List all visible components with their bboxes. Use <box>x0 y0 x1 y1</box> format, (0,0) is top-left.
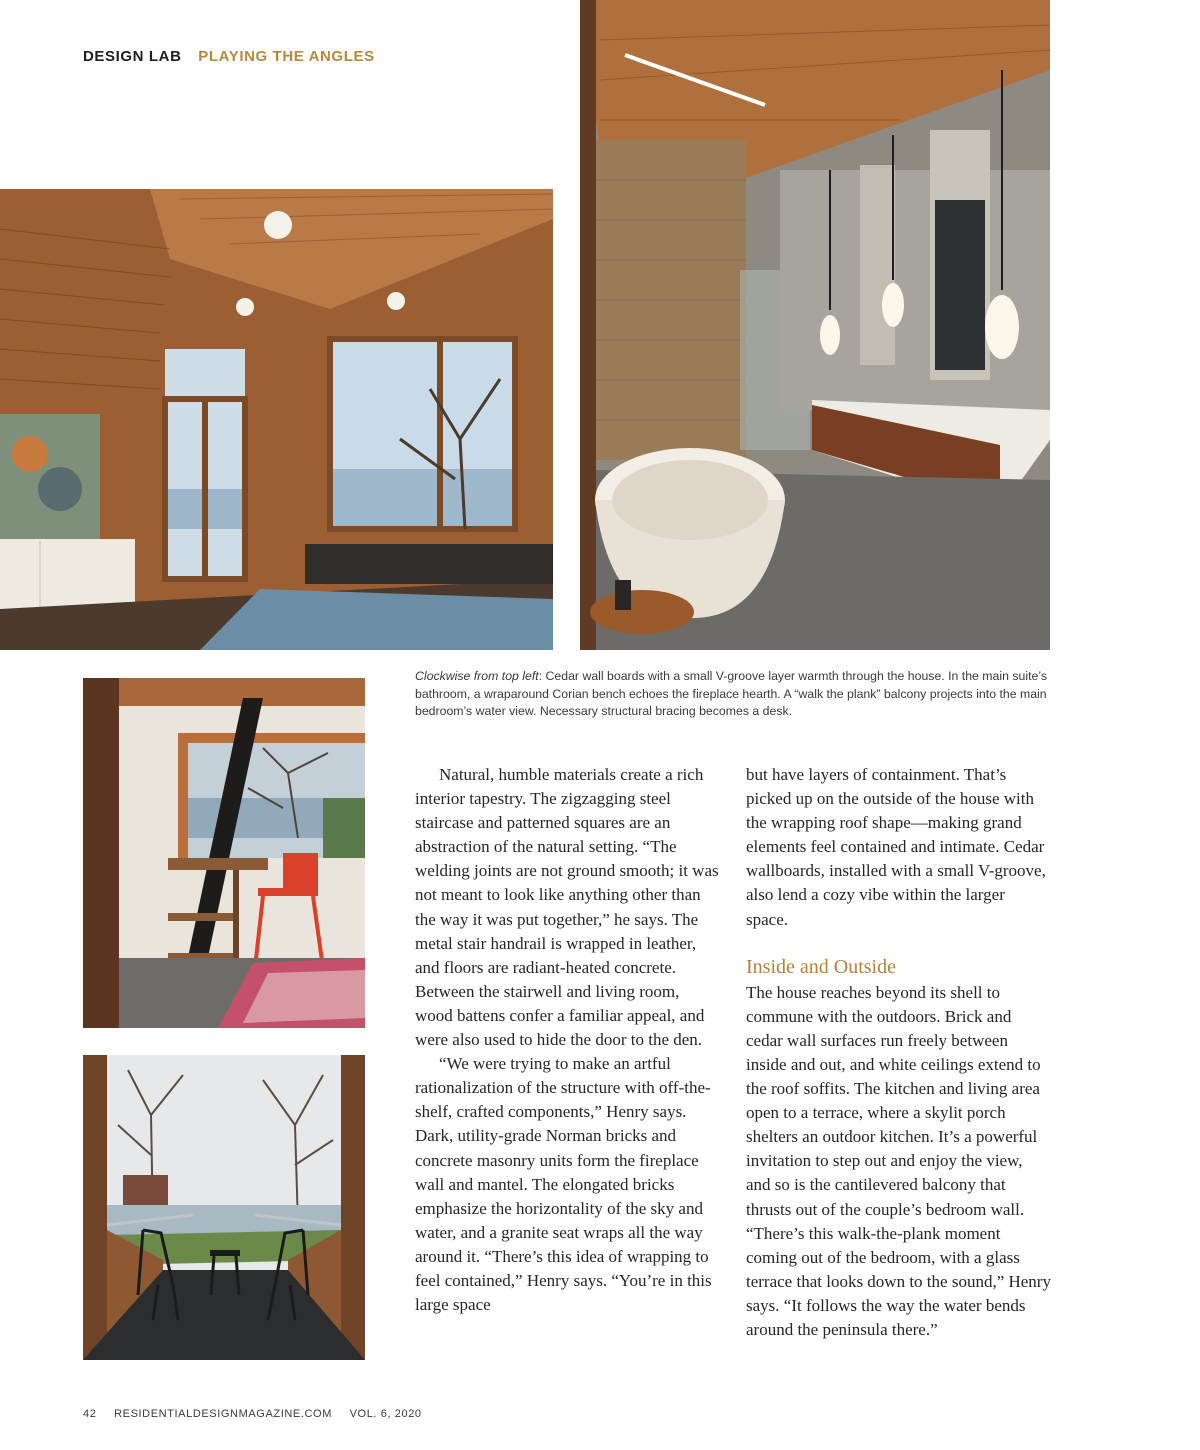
issue-volume: VOL. 6, 2020 <box>349 1408 422 1420</box>
bathroom-photo <box>580 0 1050 650</box>
section-subhead: Inside and Outside <box>746 955 896 978</box>
article-kicker: PLAYING THE ANGLES <box>198 48 375 65</box>
page-footer <box>83 1408 436 1420</box>
body-paragraph: Natural, humble materials create a rich interior tapestry. The zigzagging steel staircase and patterned squares are an abstraction of the natural setting. “The welding joints are not ground smooth; it was not meant to look like anything other than the way it was put together,” he says. The metal stair handrail is wrapped in leather, and floors are radiant-heated concrete. Between the stairwell and living room, wood battens confer a familiar appeal, and were also used to hide the door to the den. <box>415 765 719 1050</box>
page-number: 42 <box>83 1408 97 1420</box>
caption-text: : Cedar wall boards with a small V-groove layer warmth through the house. In the main suite’s bathroom, a wraparound Corian bench echoes the fireplace hearth. A “walk the plank” balcony projects into the main bedroom’s water view. Necessary structural bracing becomes a desk. <box>415 669 1048 718</box>
bedroom-photo <box>0 189 553 650</box>
body-paragraph: The house reaches beyond its shell to commune with the outdoors. Brick and cedar wall surfaces run freely between inside and out, and white ceilings extend to the roof soffits. The kitchen and living area open to a terrace, where a skylit porch shelters an outdoor kitchen. It’s a powerful invitation to step out and enjoy the view, and so is the cantilevered balcony that thrusts out of the couple’s bedroom wall. “There’s this walk-the-plank moment coming out of the bedroom, with a glass terrace that looks down to the sound,” Henry says. “It follows the way the water bends around the peninsula there.” <box>746 982 1051 1339</box>
article-column-right <box>746 763 1051 1342</box>
balcony-photo <box>83 1055 365 1360</box>
body-paragraph: “We were trying to make an artful rationalization of the structure with off-the-shelf, crafted components,” Henry says. Dark, utility-grade Norman bricks and concrete masonry units form the fireplace wall and mantel. The elongated bricks emphasize the horizontality of the sky and water, and a granite seat wraps all the way around it. “There’s this idea of wrapping to feel contained,” Henry says. “You’re in this large space <box>415 1054 712 1315</box>
article-column-left <box>415 763 720 1317</box>
magazine-site: RESIDENTIALDESIGNMAGAZINE.COM <box>114 1408 332 1420</box>
photo-caption <box>415 668 1050 721</box>
desk-photo <box>83 678 365 1028</box>
page-header <box>83 48 375 65</box>
body-paragraph-continued: but have layers of containment. That’s picked up on the outside of the house with the wrapping roof shape—making grand elements feel contained and intimate. Cedar wallboards, installed with a small V-groove, also lend a cozy vibe within the larger space. <box>746 765 1046 929</box>
caption-lead: Clockwise from top left <box>415 669 539 683</box>
section-label: DESIGN LAB <box>83 48 182 65</box>
